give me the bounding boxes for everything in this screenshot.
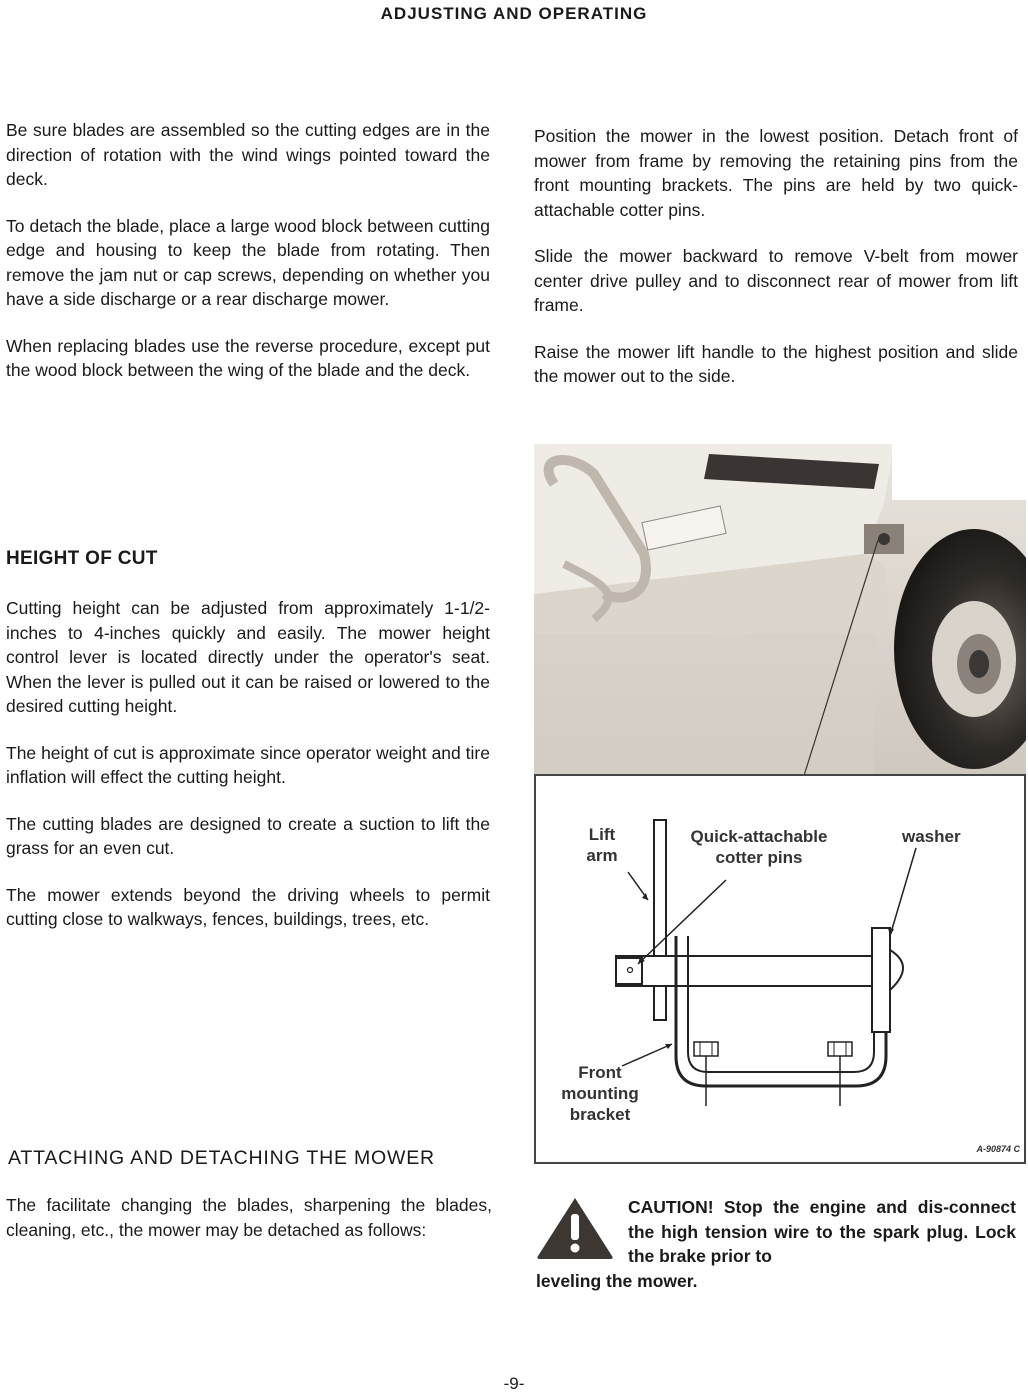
- lift-arm-label: [572, 824, 632, 866]
- height-of-cut-body: [6, 596, 490, 954]
- paragraph: To detach the blade, place a large wood block between cutting edge and housing to keep the blade from rotating. Then remove the jam nut or cap screws, depending on whether you have a side discharge or a rear discharge mower.: [6, 215, 490, 309]
- paragraph: Slide the mower backward to remove V-belt from mower center drive pulley and to disconnect rear of mower from lift frame.: [534, 246, 1018, 315]
- paragraph: Be sure blades are assembled so the cutting edges are in the direction of rotation with the wind wings pointed toward the deck.: [6, 120, 490, 189]
- paragraph: The facilitate changing the blades, sharpening the blades, cleaning, etc., the mower may be detached as follows:: [6, 1195, 492, 1240]
- label-line: cotter pins: [715, 848, 803, 867]
- height-of-cut-heading: HEIGHT OF CUT: [6, 548, 158, 569]
- label-line: arm: [586, 846, 618, 865]
- paragraph: Position the mower in the lowest position. Detach front of mower from frame by removing the retaining pins from the front mounting brackets. The pins are held by two quick-attachable cotter pins.: [534, 126, 1018, 220]
- label-line: Lift: [588, 825, 616, 844]
- paragraph: Raise the mower lift handle to the highest position and slide the mower out to the side.: [534, 341, 1018, 386]
- mower-photo: [534, 444, 1026, 774]
- label-line: bracket: [569, 1105, 631, 1124]
- caution-line: CAUTION! Stop the engine and dis-connect the high tension wire to the spark plug. Lock the brake prior to: [628, 1197, 1016, 1266]
- cotter-pins-label: [674, 826, 844, 868]
- label-line: mounting: [561, 1084, 639, 1103]
- label-line: Quick-attachable: [690, 827, 828, 846]
- front-bracket-label: [548, 1062, 652, 1125]
- paragraph: When replacing blades use the reverse procedure, except put the wood block between the wing of the blade and the deck.: [6, 335, 490, 380]
- detach-instructions: [534, 124, 1018, 411]
- attaching-body: [6, 1193, 492, 1264]
- paragraph: The mower extends beyond the driving wheels to permit cutting close to walkways, fences, buildings, trees, etc.: [6, 884, 490, 929]
- page-number: -9-: [503, 1374, 525, 1393]
- label-line: Front: [578, 1063, 622, 1082]
- bracket-diagram: [534, 774, 1026, 1164]
- page-header: ADJUSTING AND OPERATING: [380, 4, 648, 23]
- washer-label: washer: [902, 827, 961, 846]
- caution-line: leveling the mower.: [536, 1270, 698, 1291]
- paragraph: Cutting height can be adjusted from approximately 1-1/2-inches to 4-inches quickly and easily. The mower height control lever is located directly under the operator's seat. When the lever is pulled out it can be raised or lowered to the desired cutting height.: [6, 598, 490, 716]
- caution-note: [536, 1195, 1016, 1293]
- figure-reference: A-90874 C: [976, 1144, 1020, 1154]
- attaching-heading: ATTACHING AND DETACHING THE MOWER: [8, 1147, 435, 1169]
- blade-instructions: [6, 118, 490, 405]
- paragraph: The cutting blades are designed to create a suction to lift the grass for an even cut.: [6, 813, 490, 858]
- paragraph: The height of cut is approximate since operator weight and tire inflation will effect the cutting height.: [6, 742, 490, 787]
